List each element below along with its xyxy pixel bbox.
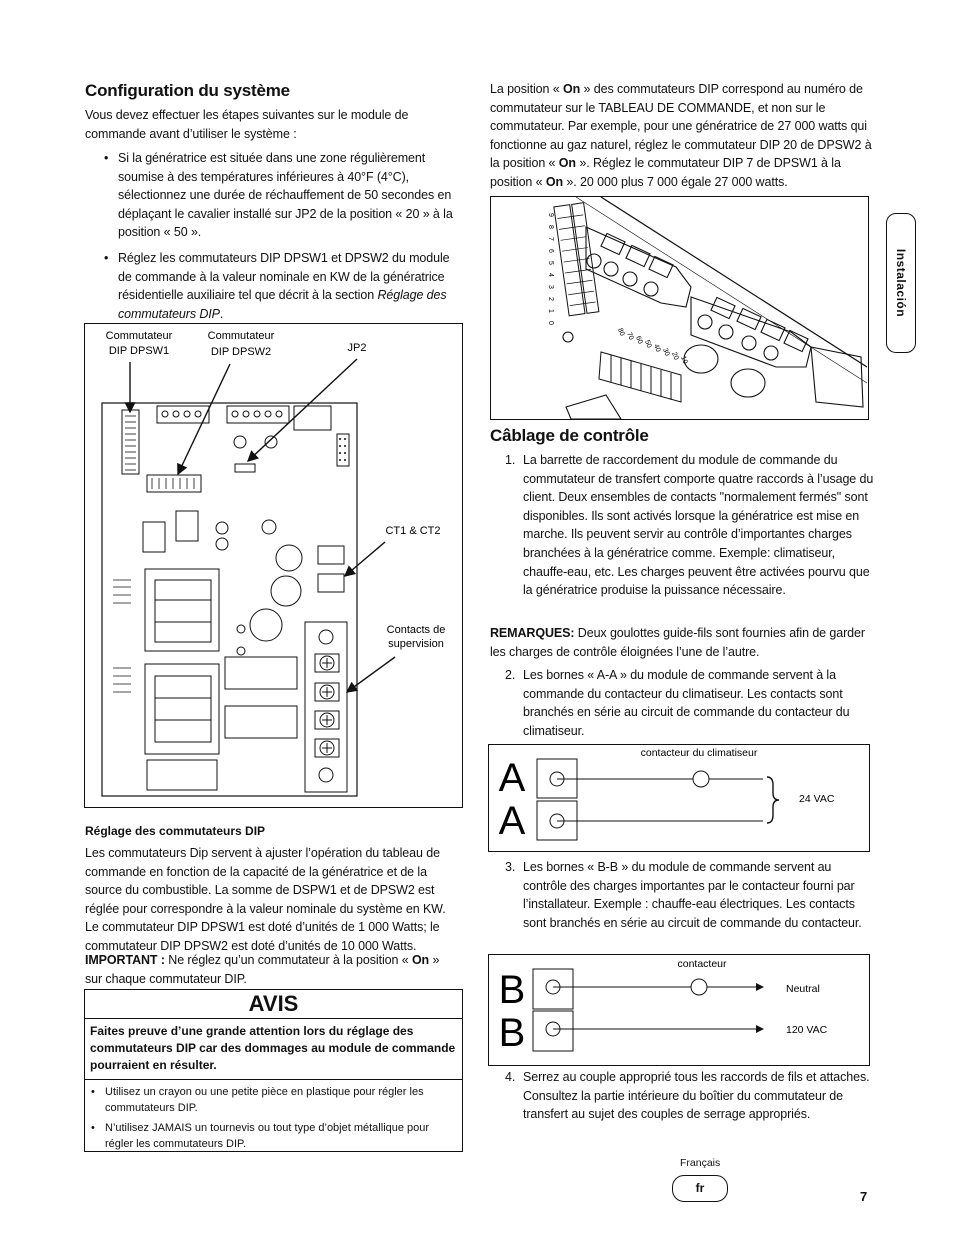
control-board-photo — [490, 196, 869, 420]
control-board-diagram — [84, 323, 463, 808]
label-contacts-line2: supervision — [388, 638, 444, 650]
label-ct: CT1 & CT2 — [385, 525, 441, 537]
cablage-list-3 — [490, 858, 875, 932]
bb-wiring-diagram — [488, 954, 870, 1066]
aa-voltage-label: 24 VAC — [799, 793, 835, 805]
page-number: 7 — [860, 1189, 868, 1204]
cablage-list-4 — [490, 1068, 875, 1124]
cablage-list-1 — [490, 451, 875, 600]
svg-text:20: 20 — [670, 351, 680, 362]
cablage-item-2: 2. Les bornes « A-A » du module de commande servent à la commande du contacteur du climatiseur. Les contacts sont branchés en série au circuit de commande du contacteur du climatiseur. — [505, 668, 850, 738]
label-dpsw1-line1: Commutateur — [105, 330, 173, 342]
svg-text:10: 10 — [679, 355, 689, 366]
avis-list — [85, 1080, 462, 1158]
cablage-item-1: 1. La barrette de raccordement du module de commande du commutateur de transfert comporte quatre raccords à l’usage du client. Deux ensembles de contacts "normalement fermés" sont disponibles. Ils sont activés lorsque la génératrice est mise en marche. Ils peuvent servir au contrôle d’importantes charges branchées à la génératrice comme. Exemple: climatiseur, chauffe-eau, etc. Les charges peuvent être activées pourvu que la génératrice produise la puissance nécessaire. — [505, 453, 874, 598]
avis-item: • N’utilisez JAMAIS un tournevis ou tout type d’objet métallique pour régler les commutateurs DIP. — [91, 1120, 456, 1152]
svg-text:30: 30 — [661, 347, 671, 358]
svg-text:7: 7 — [547, 237, 554, 241]
avis-notice-box — [84, 989, 463, 1152]
dip-section-reference: Réglage des commutateurs DIP — [118, 288, 447, 321]
svg-text:60: 60 — [634, 335, 644, 346]
svg-text:5: 5 — [547, 261, 554, 265]
footer-language: Français — [680, 1157, 721, 1169]
bb-voltage-label: 120 VAC — [786, 1024, 828, 1036]
important-note: IMPORTANT : Ne réglez qu’un commutateur à la position « On » sur chaque commutateur DIP. — [85, 953, 440, 986]
svg-text:9: 9 — [547, 213, 554, 217]
avis-item: • Utilisez un crayon ou une petite pièce en plastique pour régler les commutateurs DIP. — [91, 1084, 456, 1116]
avis-warning-text: Faites preuve d’une grande attention lors du réglage des commutateurs DIP car des dommages au module de commande pourraient en résulter. — [85, 1019, 462, 1080]
bb-neutral-label: Neutral — [786, 983, 820, 995]
terminal-letter-a: A — [498, 756, 526, 800]
dip-paragraph: Les commutateurs Dip servent à ajuster l’opération du tableau de commande en fonction de la capacité de la génératrice et de la source du combustible. La somme de DSPW1 et de DPSW2 est réglée pour correspondre à la valeur nominale du système en KW. Le commutateur DIP DPSW1 est doté d’unités de 1 000 Watts; le commutateur DIP DPSW2 est doté d’unités de 10 000 Watts. — [85, 846, 446, 953]
aa-wiring-diagram — [488, 744, 870, 852]
section-heading-configuration: Configuration du système — [85, 81, 290, 100]
svg-text:1: 1 — [547, 309, 554, 313]
label-dpsw1-line2: DIP DPSW1 — [108, 345, 170, 357]
label-contacts-line1: Contacts de — [386, 624, 446, 636]
config-bullet-list — [100, 149, 465, 330]
dip-heading: Réglage des commutateurs DIP — [85, 824, 266, 838]
section-heading-cablage: Câblage de contrôle — [490, 426, 649, 445]
aa-contactor-label: contacteur du climatiseur — [640, 747, 758, 759]
svg-text:40: 40 — [652, 343, 662, 354]
cablage-item-4: 4. Serrez au couple approprié tous les raccords de fils et attaches. Consultez la partie intérieure du boîtier du commutateur de transfert au sujet des couples de serrage appropriés. — [505, 1070, 870, 1122]
svg-text:4: 4 — [547, 273, 554, 277]
dip-position-paragraph: La position « On » des commutateurs DIP correspond au numéro de commutateur sur le TABLEAU DE COMMANDE, et non sur le commutateur. Par exemple, pour une génératrice de 27 000 watts qui fonctionne au gaz naturel, réglez le commutateur DIP 20 de DPSW2 à la position « On ». Réglez le commutateur DIP 7 de DPSW1 à la position « On ». 20 000 plus 7 000 égale 27 000 watts. — [490, 82, 872, 189]
label-dpsw2-line2: DIP DPSW2 — [210, 346, 272, 358]
label-dpsw2-line1: Commutateur — [207, 330, 275, 342]
terminal-letter-b: B — [498, 968, 526, 1012]
terminal-letter-b: B — [498, 1011, 526, 1055]
label-jp2: JP2 — [347, 342, 367, 354]
avis-title: AVIS — [85, 990, 462, 1019]
svg-text:0: 0 — [547, 321, 554, 325]
svg-text:70: 70 — [625, 331, 635, 342]
control-board-photo-drawing — [491, 197, 867, 419]
aa-wiring-drawing — [489, 745, 868, 850]
language-code-badge: fr — [672, 1175, 728, 1202]
intro-paragraph: Vous devez effectuer les étapes suivantes sur le module de commande avant d’utiliser le système : — [85, 108, 409, 141]
bb-wiring-drawing — [489, 955, 868, 1064]
svg-text:3: 3 — [547, 285, 554, 289]
svg-text:8: 8 — [547, 225, 554, 229]
bullet-dip-setting: • Réglez les commutateurs DIP DPSW1 et DPSW2 du module de commande à la valeur nominale en KW de la génératrice résidentielle auxiliaire tel que décrit à la section Réglage des commutateurs DIP. — [100, 249, 465, 323]
cablage-list-2 — [490, 666, 875, 740]
control-board-drawing — [85, 324, 461, 806]
bullet-warmup: • Si la génératrice est située dans une zone régulièrement soumise à des températures inférieures à 40°F (4°C), sélectionnez une durée de réchauffement de 50 secondes en déplaçant le cavalier installé sur JP2 de la position « 20 » à la position « 50 ». — [100, 149, 465, 242]
svg-text:6: 6 — [547, 249, 554, 253]
terminal-letter-a: A — [498, 799, 526, 843]
remarques-note: REMARQUES: Deux goulottes guide-fils sont fournies afin de garder les charges de contrôle éloignées l’une de l’autre. — [490, 626, 865, 659]
svg-text:50: 50 — [643, 339, 653, 350]
side-tab-label: Instalación — [894, 248, 908, 318]
svg-text:80: 80 — [616, 327, 626, 338]
bb-contactor-label: contacteur — [677, 958, 727, 970]
side-tab-installation[interactable] — [886, 213, 916, 353]
svg-text:2: 2 — [547, 297, 554, 301]
cablage-item-3: 3. Les bornes « B-B » du module de commande servent au contrôle des charges importantes par le contacteur fourni par l’installateur. Exemple : chauffe-eau électriques. Les contacts sont branchés en série au circuit de commande du contacteur. — [505, 860, 862, 930]
